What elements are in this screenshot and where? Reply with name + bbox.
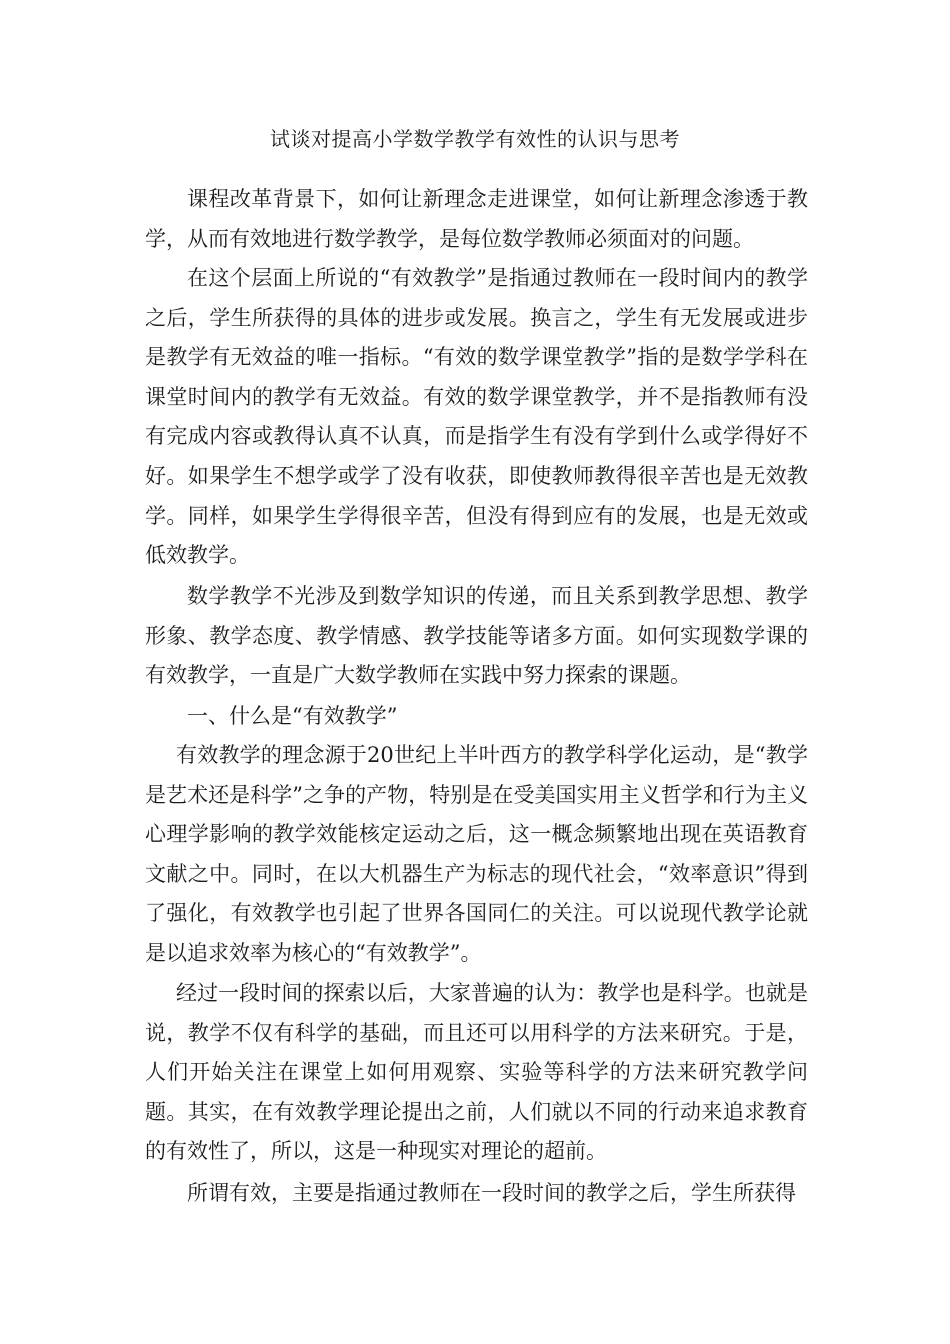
document-title: 试谈对提高小学数学教学有效性的认识与思考	[270, 127, 680, 151]
paragraph-teaching-is-science: 经过一段时间的探索以后，大家普遍的认为：教学也是科学。也就是说，教学不仅有科学的基础，而且还可以用科学的方法来研究。于是，人们开始关注在课堂上如何用观察、实验等科学的方法来研究教学问题。其实，在有效教学理论提出之前，人们就以不同的行动来追求教育的有效性了，所以，这是一种现实对理论的超前。	[145, 981, 808, 1164]
paragraph-meaning-of-effective: 所谓有效，主要是指通过教师在一段时间的教学之后，学生所获得	[187, 1181, 796, 1205]
paragraph-intro: 课程改革背景下，如何让新理念走进课堂，如何让新理念渗透于教学，从而有效地进行数学教学，是每位数学教师必须面对的问题。	[145, 187, 808, 251]
paragraph-math-teaching-aspects: 数学教学不光涉及到数学知识的传递，而且关系到教学思想、教学形象、教学态度、教学情感、教学技能等诸多方面。如何实现数学课的有效教学，一直是广大数学教师在实践中努力探索的课题。	[145, 584, 808, 688]
paragraph-origin-of-concept: 有效教学的理念源于20世纪上半叶西方的教学科学化运动，是“教学是艺术还是科学”之争的产物，特别是在受美国实用主义哲学和行为主义心理学影响的教学效能核定运动之后，这一概念频繁地出现在英语教育文献之中。同时，在以大机器生产为标志的现代社会，“效率意识”得到了强化，有效教学也引起了世界各国同仁的关注。可以说现代教学论就是以追求效率为核心的“有效教学”。	[145, 743, 808, 965]
paragraph-effective-teaching-definition: 在这个层面上所说的“有效教学”是指通过教师在一段时间内的教学之后，学生所获得的具体的进步或发展。换言之，学生有无发展或进步是教学有无效益的唯一指标。“有效的数学课堂教学”指的是数学学科在课堂时间内的教学有无效益。有效的数学课堂教学，并不是指教师有没有完成内容或教得认真不认真，而是指学生有没有学到什么或学得好不好。如果学生不想学或学了没有收获，即使教师教得很辛苦也是无效教学。同样，如果学生学得很辛苦，但没有得到应有的发展，也是无效或低效教学。	[145, 266, 808, 568]
section-heading-what-is-effective-teaching: 一、什么是“有效教学”	[187, 704, 398, 728]
